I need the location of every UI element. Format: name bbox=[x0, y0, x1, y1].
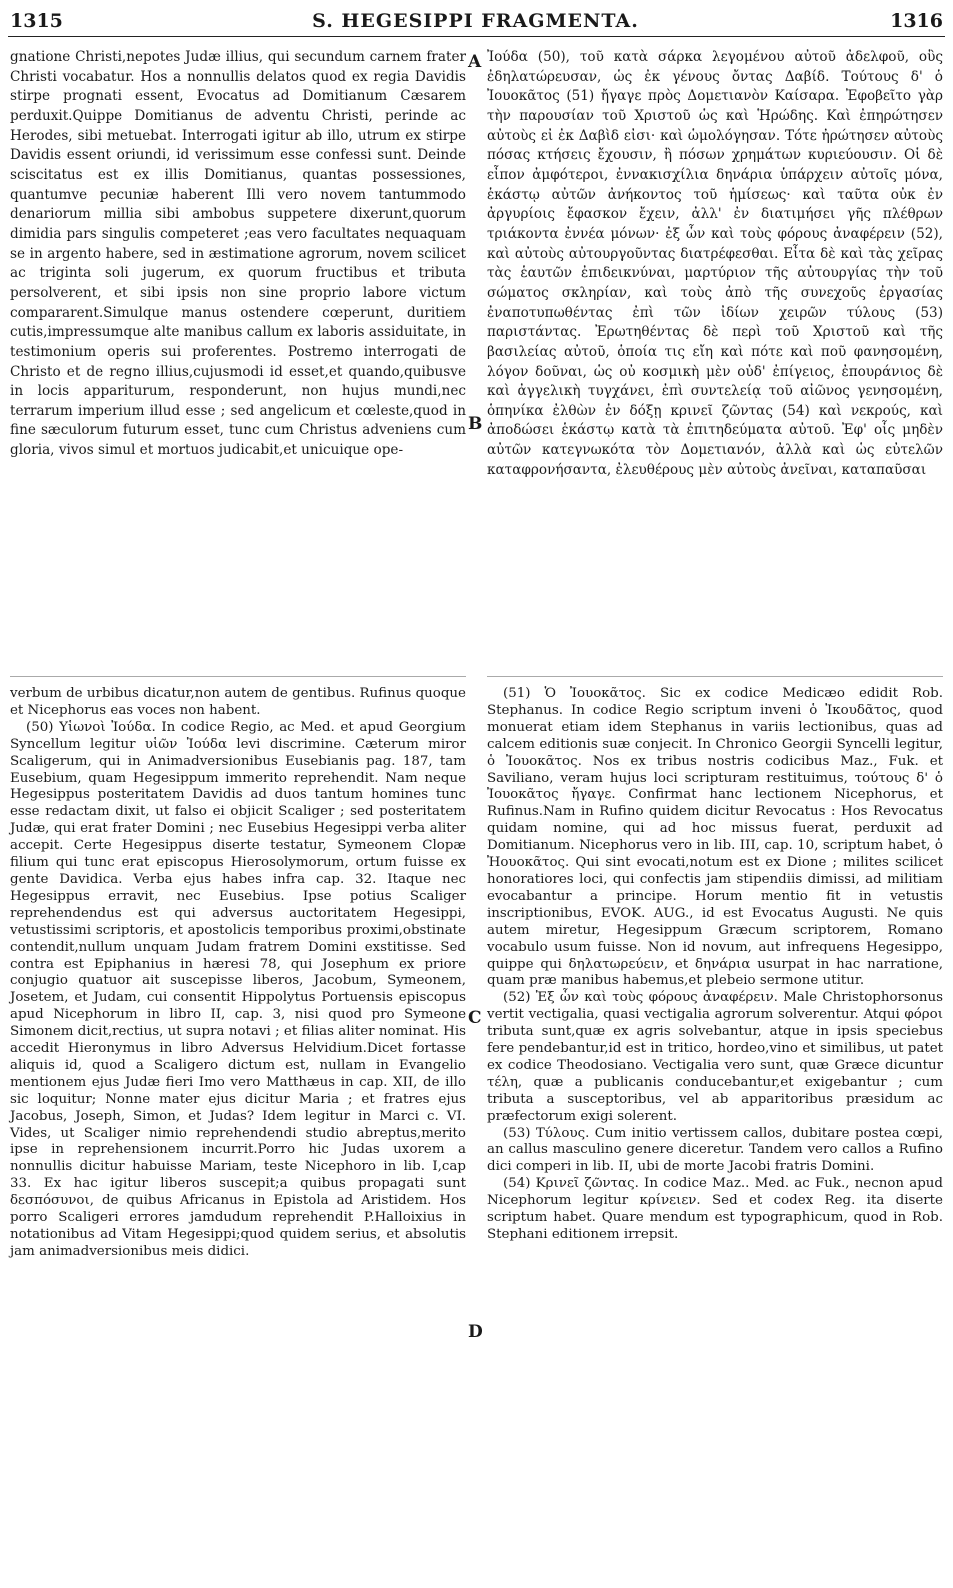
latin-paragraph: gnatione Christi,nepotes Judæ illius, qui secundum carnem frater Christi vocabatur. Hos a nonnullis delatos quod ex regia Davidis stirpe prognati essent, Evocatus ad Domitianum Cæsarem perduxit.Quippe Domitianus de adventu Christi, perinde ac Herodes, sibi metuebat. Interrogati igitur ab illo, utrum ex stirpe Davidis essent oriundi, id verissimum esse confessi sunt. Deinde sciscitatus est ex illis Domitianus, quantas possessiones, quantumve pecuniæ haberent Illi vero novem tantummodo denariorum millia sibi ambobus suppetere dixerunt,quorum dimidia pars singulis competeret ;eas vero facultates nequaquam se in argento habere, sed in æstimatione agrorum, novem scilicet ac triginta soli jugerum, ex quorum fructibus et tributa persolverent, et sibi ipsis non sine proprio labore victum compararent.Simulque manus ostendere cœperunt, duritiem cutis,impressumque alte manibus callum ex laboris assiduitate, in testimonium operis sui proferentes. Postremo interrogati de Christo et de regno illius,cujusmodi id esset,et quando,quibusve in locis appariturum, responderunt, non hujus mundi,nec terrarum imperium illud esse ; sed angelicum et cœleste,quod in fine sæculorum futurum esset, tunc cum Christus adveniens cum gloria, vivos simul et mortuos judicabit,et unicuique ope- bbox=[10, 49, 466, 459]
margin-marker-d: D bbox=[468, 1322, 483, 1342]
note-54: (54) Κρινεῖ ζῶντας. In codice Maz.. Med. ac Fuk., necnon apud Nicephorum legitur κρίνειεν. Sed et codex Reg. ita diserte scriptum habet. Quare mendum est typographicum, quod in Rob. Stephani editionem irrepsit. bbox=[487, 1176, 943, 1242]
page-number-right: 1316 bbox=[890, 10, 943, 32]
margin-marker-c: C bbox=[468, 1008, 482, 1028]
page-header bbox=[6, 6, 945, 36]
latin-text-column bbox=[10, 48, 466, 461]
note-52: (52) Ἐξ ὧν καὶ τοὺς φόρους ἀναφέρειν. Male Christophorsonus vertit vectigalia, quasi vectigalia agrorum solverentur. Atqui φόροι tributa sunt,quæ ex agris solvebantur, atque in ipsis speciebus fere pendebantur,id est in tritico, hordeo,vino et similibus, ut patet ex codice Theodosiano. Vectigalia vero sunt, quæ Græce dicuntur τέλη, quæ a publicanis conducebantur,et exigebantur ; cum tributa a susceptoribus, vel ab apparitoribus præsidum ac præfectorum exigi solerent. bbox=[487, 990, 943, 1124]
notes-separator-right bbox=[487, 676, 943, 677]
margin-marker-a: A bbox=[468, 52, 482, 72]
note-51: (51) Ὁ Ἰουοκᾶτος. Sic ex codice Medicæo edidit Rob. Stephanus. In codice Regio scriptum inveni ὁ Ἰκουδᾶτος, quod monuerat etiam idem Stephanus in variis lectionibus, quas ad calcem editionis suæ conjecit. In Chronico Georgii Syncelli legitur, ὁ Ἰουοκᾶτος. Nos ex tribus nostris codicibus Maz., Fuk. et Saviliano, veram hujus loci scripturam restituimus, τούτους δ' ὁ Ἰουοκᾶτος ἤγαγε. Confirmat hanc lectionem Nicephorus, et Rufinus.Nam in Rufino quidem dicitur Revocatus : Hos Revocatus quidam nomine, qui ad hoc missus fuerat, perduxit ad Domitianum. Nicephorus vero in lib. III, cap. 10, scriptum habet, ὁ Ἠουοκᾶτος. Qui sint evocati,notum est ex Dione ; milites scilicet honoratiores loci, qui confectis jam stipendiis dimissi, ad militiam evocabantur a principe. Horum mentio fit in vetustis inscriptionibus, EVOK. AUG., id est Evocatus Augusti. Ne quis autem miretur, Hegesippum Græcum scriptorem, Romano vocabulo usum fuisse. Non id novum, aut infrequens Hegesippo, quippe qui δηλατωρεύειν, et δηνάρια usurpat in hac narratione, quam præ manibus habemus,et plebeio sermone utitur. bbox=[487, 686, 943, 989]
note-53: (53) Τύλους. Cum initio vertissem callos, dubitare postea cœpi, an callus masculino genere diceretur. Tandem vero callos a Rufino dici comperi in lib. II, ubi de morte Jacobi fratris Domini. bbox=[487, 1125, 943, 1175]
greek-text-column bbox=[487, 48, 943, 480]
note-continuation: verbum de urbibus dicatur,non autem de gentibus. Rufinus quoque et Nicephorus eas voces non habent. bbox=[10, 686, 466, 718]
header-rule bbox=[8, 36, 945, 37]
note-50: (50) Υἱωνοὶ Ἰούδα. In codice Regio, ac Med. et apud Georgium Syncellum legitur υἱῶν Ἰούδα levi discrimine. Cæterum miror Scaligerum, qui in Animadversionibus Eusebianis pag. 187, tam Eusebium, quam Hegesippum immerito reprehendit. Nam neque Hegesippus posteritatem Davidis ad duos tantum homines tunc esse redactam dixit, ut falso ei objicit Scaliger ; sed posteritatem Judæ, qui erat frater Domini ; nec Eusebius Hegesippi verba aliter accepit. Certe Hegesippus diserte testatur, Symeonem Clopæ filium qui tunc erat episcopus Hierosolymorum, ortum fuisse ex gente Davidica. Verba ejus habes infra cap. 32. Itaque nec Hegesippus erravit, nec Eusebius. Ipse potius Scaliger reprehendendus est qui adversus auctoritatem Hegesippi, vetustissimi scriptoris, et apostolicis temporibus proximi,obstinate contendit,nullum unquam Judam fratrem Domini exstitisse. Sed contra est Epiphanius in hæresi 78, qui Josephum ex priore conjugio quatuor ait suscepisse liberos, Jacobum, Symeonem, Josetem, et Judam, cui consentit Hippolytus Portuensis episcopus apud Nicephorum in libro II, cap. 3, nisi quod pro Symeone Simonem dicit,rectius, ut supra notavi ; et filias aliter nominat. His accedit Hieronymus in libro Adversus Helvidium.Dicet fortasse aliquis id, quod a Scaligero dictum est, nullam in Evangelio mentionem ejus Judæ fieri Imo vero Matthæus in cap. XII, de illo sic loquitur; Nonne mater ejus dicitur Maria ; et fratres ejus Jacobus, Joseph, Simon, et Judas? Idem legitur in Marci c. VI. Vides, ut Scaliger nimio reprehendendi studio abreptus,merito ipse in reprehensionem incurrit.Porro hic Judas uxorem a nonnullis dicitur habuisse Mariam, teste Nicephoro in lib. I,cap 33. Ex hac igitur liberos suscepit;a quibus propagati sunt δεσπόσυνοι, de quibus Africanus in Epistola ad Aristidem. Hos porro Scaligeri errores jamdudum reprehendit P.Halloixius in notationibus ad Vitam Hegesippi;quod quidem serius, et absolutis jam animadversionibus meis didici. bbox=[10, 719, 466, 1259]
greek-paragraph: Ἰούδα (50), τοῦ κατὰ σάρκα λεγομένου αὐτοῦ ἀδελφοῦ, οὓς ἐδηλατώρευσαν, ὡς ἐκ γένους ὄντας Δαβίδ. Τούτους δ' ὁ Ἰουοκᾶτος (51) ἤγαγε πρὸς Δομετιανὸν Καίσαρα. Ἐφοβεῖτο γὰρ τὴν παρουσίαν τοῦ Χριστοῦ ὡς καὶ Ἡρώδης. Καὶ ἐπηρώτησεν αὐτοὺς εἰ ἐκ Δαβὶδ εἰσι· καὶ ὡμολόγησαν. Τότε ἠρώτησεν αὐτοὺς πόσας κτήσεις ἔχουσιν, ἢ πόσων χρημάτων κυριεύουσιν. Οἱ δὲ εἶπον ἀμφότεροι, ἐννακισχίλια δηνάρια ὑπάρχειν αὐτοῖς μόνα, ἑκάστῳ αὐτῶν ἀνήκοντος τοῦ ἡμίσεως· καὶ ταῦτα οὐκ ἐν ἀργυρίοις ἔφασκον ἔχειν, ἀλλ' ἐν διατιμήσει γῆς πλέθρων τριάκοντα ἐννέα μόνων· ἐξ ὧν καὶ τοὺς φόρους ἀναφέρειν (52), καὶ αὐτοὺς αὐτουργοῦντας διατρέφεσθαι. Εἶτα δὲ καὶ τὰς χεῖρας τὰς ἑαυτῶν ἐπιδεικνύναι, μαρτύριον τῆς αὐτουργίας τὴν τοῦ σώματος σκληρίαν, καὶ τοὺς ἀπὸ τῆς συνεχοῦς ἐργασίας ἐναποτυπωθέντας ἐπὶ τῶν ἰδίων χειρῶν τύλους (53) παριστάντας. Ἐρωτηθέντας δὲ περὶ τοῦ Χριστοῦ καὶ τῆς βασιλείας αὐτοῦ, ὁποία τις εἴη καὶ πότε καὶ ποῦ φανησομένη, λόγον δοῦναι, ὡς οὐ κοσμικὴ μὲν οὐδ' ἐπίγειος, ἐπουράνιος δὲ καὶ ἀγγελικὴ τυγχάνει, ἐπὶ συντελείᾳ τοῦ αἰῶνος γενησομένη, ὁπηνίκα ἐλθὼν ἐν δόξῃ κρινεῖ ζῶντας (54) καὶ νεκρούς, καὶ ἀποδώσει ἑκάστῳ κατὰ τὰ ἐπιτηδεύματα αὐτοῦ. Ἐφ' οἷς μηδὲν αὐτῶν κατεγνωκότα τὸν Δομετιανόν, ἀλλὰ καὶ ὡς εὐτελῶν καταφρονήσαντα, ἐλευθέρους μὲν αὐτοὺς ἀνεῖναι, καταπαῦσαι bbox=[487, 49, 943, 478]
page-number-left: 1315 bbox=[10, 10, 63, 32]
notes-separator-left bbox=[10, 676, 466, 677]
notes-column-left bbox=[10, 686, 466, 1261]
margin-marker-b: B bbox=[468, 414, 483, 434]
running-title: S. HEGESIPPI FRAGMENTA. bbox=[312, 10, 639, 32]
notes-column-right bbox=[487, 686, 943, 1244]
